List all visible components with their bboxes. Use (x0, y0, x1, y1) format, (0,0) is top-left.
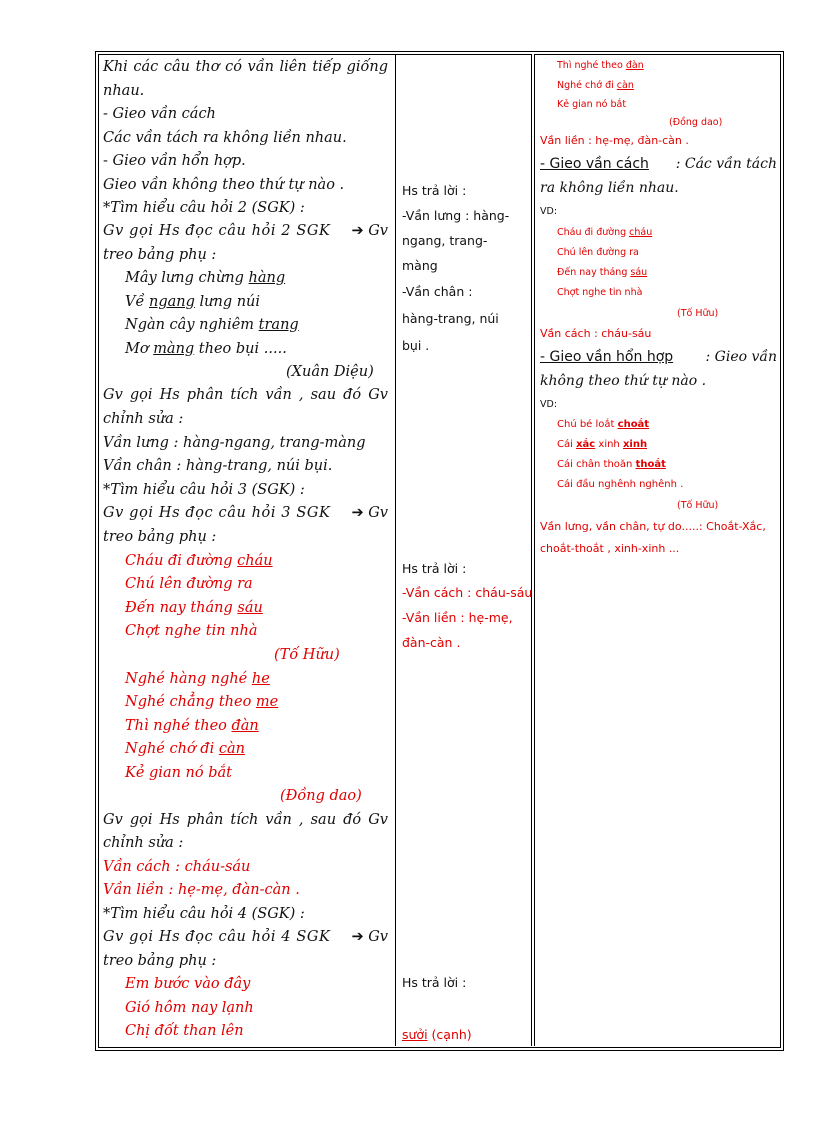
poem-author: (Xuân Diệu) (286, 364, 374, 380)
text-line: - Gieo vần hổn hợp. (103, 153, 246, 169)
poem-line (125, 340, 287, 358)
text-span: Chú bé loắt (557, 419, 618, 430)
text-span: Nghé chớ đi (557, 80, 617, 91)
text-line: Gieo vần không theo thứ tự nào . (103, 177, 345, 193)
rhyme-word: xắc (576, 439, 596, 450)
poem-line: Kẻ gian nó bắt (557, 99, 627, 110)
note-line (540, 348, 777, 366)
text-line: chỉnh sửa : (103, 835, 184, 851)
text-span: : Gieo vần (705, 349, 777, 365)
rhyme-word: thoắt (635, 459, 666, 470)
poem-line (557, 436, 647, 454)
text-line: chỉnh sửa : (103, 411, 184, 427)
text-span: Nghé chớ đi (125, 741, 219, 757)
poem-author: (Tố Hữu) (274, 647, 340, 663)
poem-line: Chú lên đường ra (125, 576, 253, 592)
note-line: Vần lưng, vần chân, tự do.....: Choắt-Xắc, (540, 520, 766, 533)
poem-line (125, 693, 278, 711)
answer-word: sưởi (402, 1027, 428, 1042)
answer-line: đàn-càn . (402, 635, 461, 650)
poem-author: (Tố Hữu) (677, 308, 719, 319)
text-span: : Các vần tách (675, 156, 777, 172)
text-line: *Tìm hiểu câu hỏi 4 (SGK) : (103, 906, 305, 922)
rhyme-word: me (255, 694, 279, 710)
note-line (540, 155, 777, 173)
text-line: *Tìm hiểu câu hỏi 3 (SGK) : (103, 482, 305, 498)
rhyme-word: đàn (625, 60, 644, 71)
text-span: Cháu đi đường (557, 227, 630, 238)
poem-line (125, 293, 260, 311)
text-span: Về (125, 294, 150, 310)
note-line: choắt-thoắt , xinh-xinh ... (540, 542, 680, 555)
answer-heading: Hs trả lời : (402, 183, 467, 198)
rhyme-word: hàng (248, 270, 286, 286)
text-line: Gv gọi Hs phân tích vần , sau đó Gv (103, 812, 388, 828)
text-span: Gv (368, 223, 388, 239)
answer-line: bụi . (402, 338, 430, 353)
poem-line (557, 456, 666, 474)
text-span: (cạnh) (427, 1027, 472, 1042)
text-line: Gv gọi Hs phân tích vần , sau đó Gv (103, 387, 388, 403)
rhyme-word: choắt (617, 419, 650, 430)
poem-line (557, 416, 649, 434)
text-line: Khi các câu thơ có vần liên tiếp giống (103, 59, 388, 75)
section-heading: - Gieo vần cách (540, 156, 649, 172)
poem-line (557, 264, 647, 282)
text-span: Cái (557, 439, 577, 450)
text-span (351, 504, 388, 522)
poem-line: Em bước vào đây (125, 976, 251, 992)
text-line: Vần chân : hàng-trang, núi bụi. (103, 458, 333, 474)
answer-line: -Vần lưng : hàng- (402, 208, 510, 223)
text-span: lưng núi (194, 294, 261, 310)
rhyme-word: ngang (149, 294, 195, 310)
text-line (103, 504, 388, 522)
text-span: Mây lưng chừng (125, 270, 249, 286)
rhyme-word: càn (218, 741, 245, 757)
text-span: Đến nay tháng (125, 600, 238, 616)
answer-line: -Vần chân : (402, 284, 473, 299)
text-line: treo bảng phụ : (103, 529, 217, 545)
text-line: treo bảng phụ : (103, 953, 217, 969)
text-span: Nghé chẳng theo (125, 694, 256, 710)
answer-heading: Hs trả lời : (402, 561, 467, 576)
poem-line (125, 717, 259, 735)
answer-line: -Vần liền : hẹ-mẹ, (402, 610, 513, 625)
text-span: Thì nghé theo (557, 60, 626, 71)
poem-line: Chú lên đường ra (557, 247, 639, 258)
rhyme-word: xinh (622, 439, 648, 450)
rhyme-word: sáu (630, 267, 648, 278)
poem-line (557, 77, 634, 95)
poem-line: Gió hôm nay lạnh (125, 1000, 254, 1016)
text-line: Các vần tách ra không liền nhau. (103, 130, 347, 146)
poem-line (125, 552, 273, 570)
section-heading: - Gieo vần hổn hợp (540, 349, 674, 365)
student-column (397, 54, 532, 1046)
notes-column (535, 54, 780, 1046)
note-line: không theo thứ tự nào . (540, 373, 707, 389)
text-line (103, 928, 388, 946)
answer-line (402, 1026, 472, 1044)
text-line: nhau. (103, 83, 145, 99)
rhyme-word: cháu (629, 227, 653, 238)
poem-line (557, 224, 652, 242)
text-span: Đến nay tháng (557, 267, 631, 278)
text-line: treo bảng phụ : (103, 247, 217, 263)
text-span: Gv (368, 929, 388, 945)
text-span: Mơ (125, 341, 154, 357)
arrow-icon: ➔ (351, 505, 364, 521)
poem-line (125, 269, 285, 287)
poem-line: Cái đầu nghênh nghênh . (557, 479, 684, 490)
poem-line (125, 670, 270, 688)
text-span: Gv gọi Hs đọc câu hỏi 4 SGK (103, 929, 331, 945)
text-span (351, 928, 388, 946)
arrow-icon: ➔ (351, 223, 364, 239)
answer-line: -Vần cách : cháu-sáu (402, 585, 533, 600)
rhyme-word: càn (616, 80, 634, 91)
rhyme-word: cháu (237, 553, 273, 569)
text-span: theo bụi ..... (194, 341, 287, 357)
text-line: *Tìm hiểu câu hỏi 2 (SGK) : (103, 200, 305, 216)
poem-line (125, 740, 245, 758)
text-span (351, 222, 388, 240)
rhyme-word: sáu (237, 600, 263, 616)
note-line: ra không liền nhau. (540, 180, 679, 196)
poem-line (125, 599, 263, 617)
text-span: Gv (368, 505, 388, 521)
text-line: Vần cách : cháu-sáu (103, 859, 251, 875)
text-span: Gv gọi Hs đọc câu hỏi 3 SGK (103, 505, 331, 521)
text-span: Gv gọi Hs đọc câu hỏi 2 SGK (103, 223, 331, 239)
poem-line (125, 316, 299, 334)
text-span: xinh (595, 439, 623, 450)
rhyme-word: đàn (231, 718, 259, 734)
rhyme-word: trang (258, 317, 299, 333)
text-line: Vần lưng : hàng-ngang, trang-màng (103, 435, 366, 451)
rhyme-word: màng (153, 341, 195, 357)
teacher-column (98, 54, 396, 1046)
arrow-icon: ➔ (351, 929, 364, 945)
answer-line: màng (402, 258, 438, 273)
text-line: - Gieo vần cách (103, 106, 216, 122)
example-label: VD: (540, 399, 558, 410)
text-span: Cháu đi đường (125, 553, 238, 569)
rhyme-word: he (251, 671, 270, 687)
text-span: Nghé hàng nghé (125, 671, 252, 687)
poem-line: Chợt nghe tin nhà (557, 287, 643, 298)
poem-line (557, 57, 644, 75)
poem-line: Chị đốt than lên (125, 1023, 244, 1039)
answer-line: hàng-trang, núi (402, 311, 499, 326)
answer-heading: Hs trả lời : (402, 975, 467, 990)
poem-author: (Đồng dao) (280, 788, 362, 804)
text-line (103, 222, 388, 240)
note-line: Vần liền : hẹ-mẹ, đàn-càn . (540, 134, 689, 147)
text-span: Ngàn cây nghiêm (125, 317, 259, 333)
text-span: Cái chân thoăn (557, 459, 636, 470)
poem-author: (Tố Hữu) (677, 500, 719, 511)
text-span: Thì nghé theo (125, 718, 232, 734)
text-line: Vần liền : hẹ-mẹ, đàn-càn . (103, 882, 300, 898)
poem-author: (Đồng dao) (669, 117, 723, 128)
answer-line: ngang, trang- (402, 233, 488, 248)
example-label: VD: (540, 206, 558, 217)
poem-line: Kẻ gian nó bắt (125, 765, 232, 781)
poem-line: Chợt nghe tin nhà (125, 623, 258, 639)
note-line: Vần cách : cháu-sáu (540, 327, 652, 340)
